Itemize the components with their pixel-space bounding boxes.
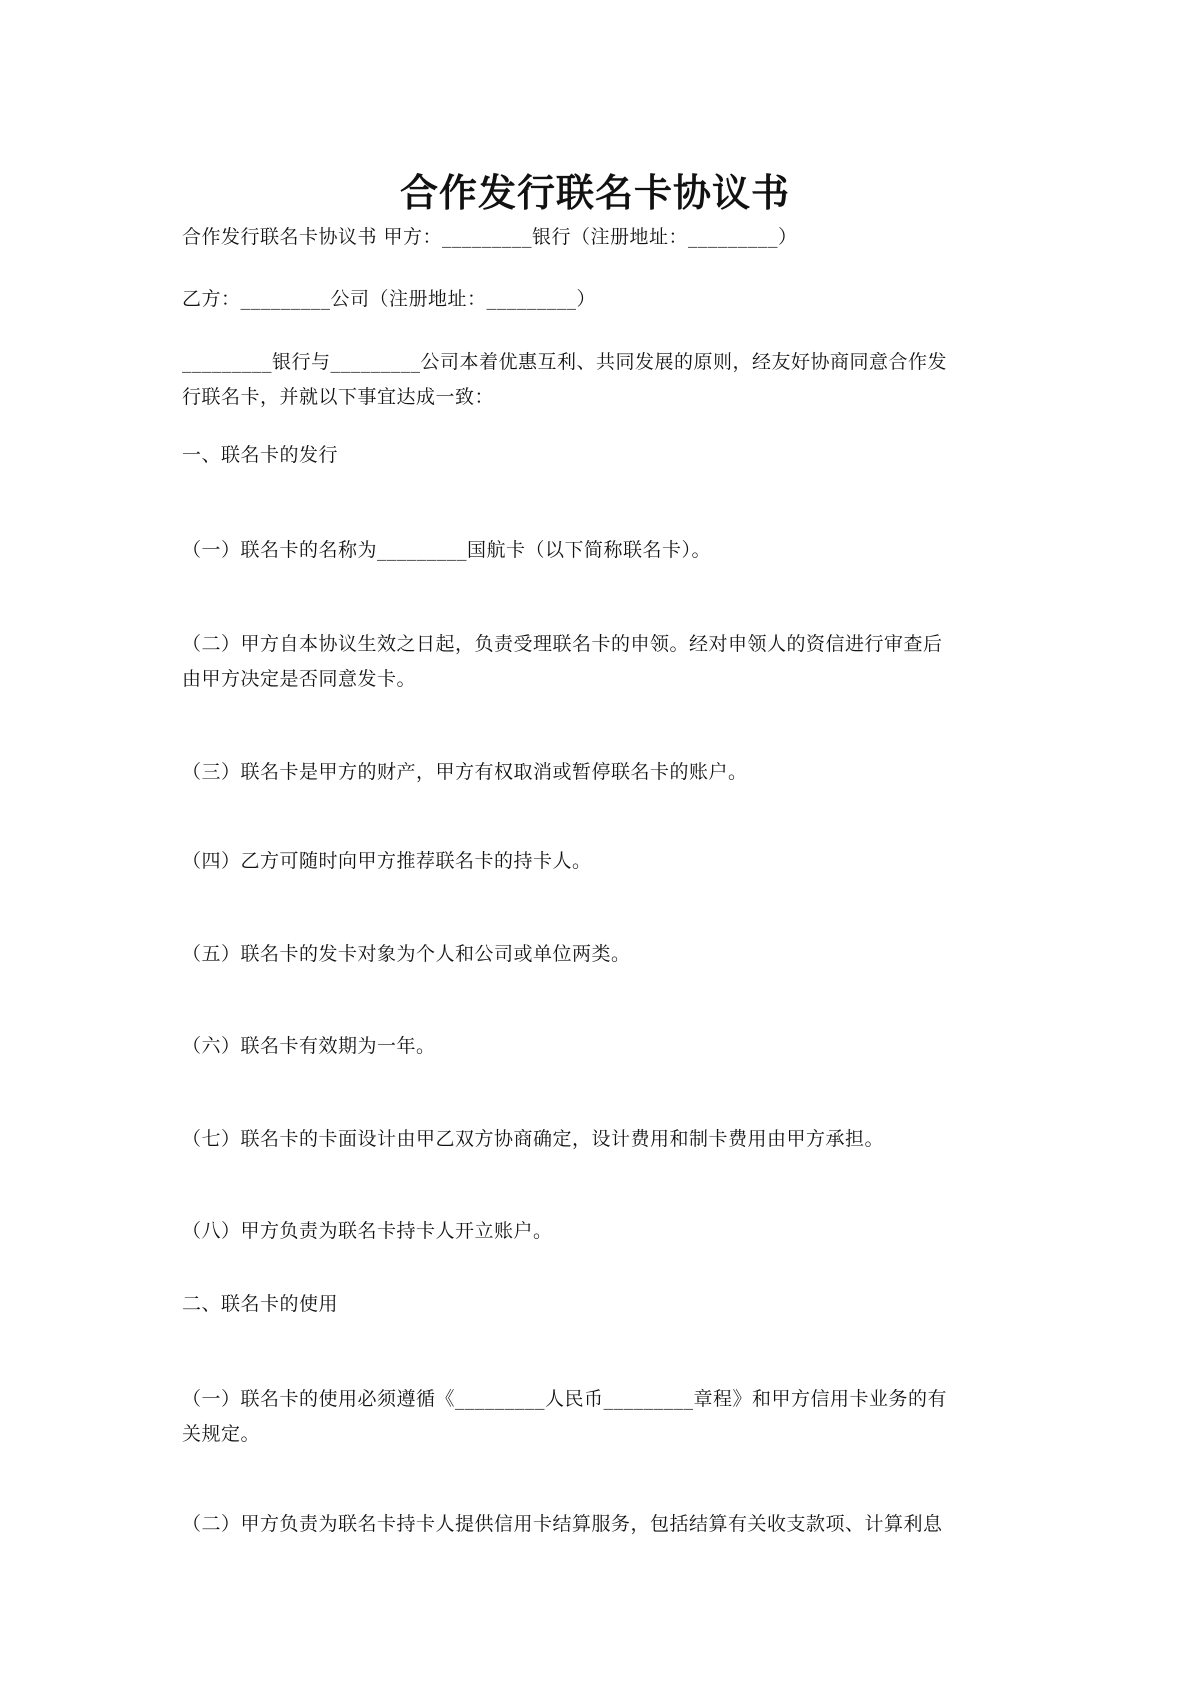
section-1-item-7: （七）联名卡的卡面设计由甲乙双方协商确定，设计费用和制卡费用由甲方承担。 — [182, 1128, 885, 1150]
preamble-line-2: 行联名卡，并就以下事宜达成一致： — [182, 386, 495, 408]
section-1-item-4: （四）乙方可随时向甲方推荐联名卡的持卡人。 — [182, 850, 592, 872]
party-b-line: 乙方：_________公司（注册地址：_________） — [182, 288, 597, 310]
section-2-item-2-line-1: （二）甲方负责为联名卡持卡人提供信用卡结算服务，包括结算有关收支款项、计算利息 — [182, 1513, 943, 1535]
section-1-heading: 一、联名卡的发行 — [182, 444, 339, 466]
section-1-item-8: （八）甲方负责为联名卡持卡人开立账户。 — [182, 1220, 553, 1242]
section-1-item-2-line-2: 由甲方决定是否同意发卡。 — [182, 668, 417, 690]
preamble-line-1: _________银行与_________公司本着优惠互利、共同发展的原则，经友好协商同意合作发 — [182, 351, 948, 373]
section-1-item-6: （六）联名卡有效期为一年。 — [182, 1035, 436, 1057]
document-title: 合作发行联名卡协议书 — [399, 171, 790, 215]
party-a-line: 合作发行联名卡协议书 甲方：_________银行（注册地址：_________） — [182, 226, 798, 248]
section-2-heading: 二、联名卡的使用 — [182, 1293, 339, 1315]
section-2-item-1-line-2: 关规定。 — [182, 1423, 261, 1445]
section-1-item-2-line-1: （二）甲方自本协议生效之日起，负责受理联名卡的申领。经对申领人的资信进行审查后 — [182, 633, 943, 655]
section-1-item-1: （一）联名卡的名称为_________国航卡（以下简称联名卡）。 — [182, 539, 712, 561]
section-1-item-3: （三）联名卡是甲方的财产，甲方有权取消或暂停联名卡的账户。 — [182, 761, 748, 783]
section-1-item-5: （五）联名卡的发卡对象为个人和公司或单位两类。 — [182, 943, 631, 965]
section-2-item-1-line-1: （一）联名卡的使用必须遵循《_________人民币_________章程》和甲方信用卡业务的有 — [182, 1388, 948, 1410]
